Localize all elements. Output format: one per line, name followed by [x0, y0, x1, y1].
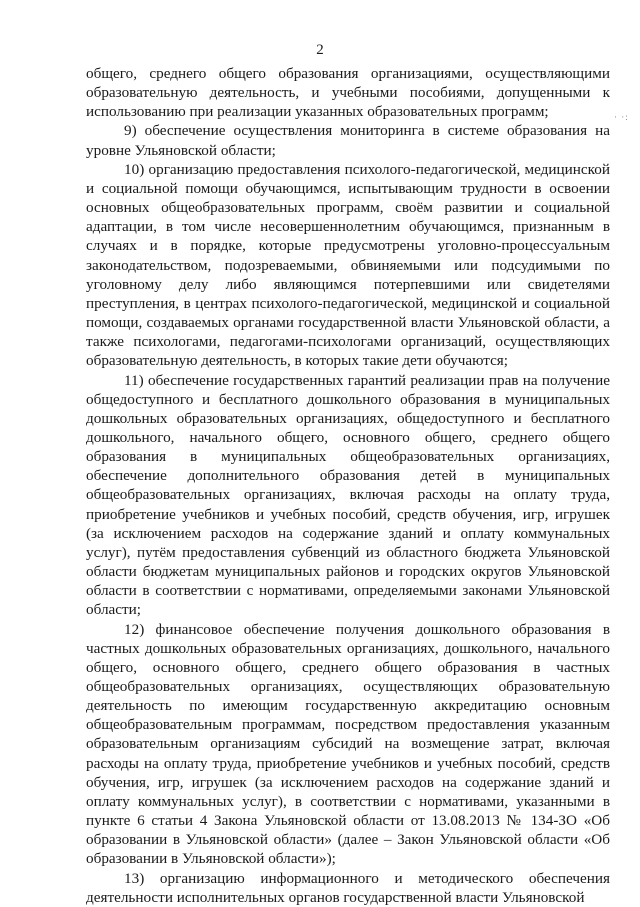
paragraph-continuation: общего, среднего общего образования организациями, осуществляющими образовательную деятельность, и учебными пособиями, допущенными к использованию при реализации указанных образовательных программ;: [86, 65, 610, 121]
document-body: [86, 64, 610, 907]
paragraph-item-13: 13) организацию информационного и методического обеспечения деятельности исполнительных органов государственной власти Ульяновской: [86, 869, 610, 906]
paragraph-item-12: 12) финансовое обеспечение получения дошкольного образования в частных дошкольных образовательных организациях, дошкольного, начального общего, основного общего, среднего общего образования в частных общеобразовательных организациях, осуществляющих образовательную деятельность по имеющим государственную аккредитацию основным общеобразовательным программам, посредством предоставления указанным образовательным организациям субсидий на возмещение затрат, включая расходы на оплату труда, приобретение учебников и учебных пособий, средств обучения, игр, игрушек (за исключением расходов на содержание зданий и оплату коммунальных услуг), в соответствии с нормативами, указанными в пункте 6 статьи 4 Закона Ульяновской области от 13.08.2013 № 134-ЗО «Об образовании в Ульяновской области» (далее – Закон Ульяновской области «Об образовании в Ульяновской области»);: [86, 620, 610, 868]
paragraph-item-9: 9) обеспечение осуществления мониторинга в системе образования на уровне Ульяновской области;: [86, 122, 610, 159]
paragraph-item-10: 10) организацию предоставления психолого-педагогической, медицинской и социальной помощи обучающимся, испытывающим трудности в освоении основных общеобразовательных программ, своём развитии и социальной адаптации, в том числе несовершеннолетним обучающимся, признанным в случаях и в порядке, которые предусмотрены уголовно-процессуальным законодательством, подозреваемыми, обвиняемыми или подсудимыми по уголовному делу либо являющимся потерпевшими или свидетелями преступления, в центрах психолого-педагогической, медицинской и социальной помощи, создаваемых органами государственной власти Ульяновской области, а также психологами, педагогами-психологами организаций, осуществляющих образовательную деятельность, в которых такие дети обучаются;: [86, 160, 610, 370]
paragraph-item-11: 11) обеспечение государственных гарантий реализации прав на получение общедоступного и бесплатного дошкольного образования в муниципальных дошкольных образовательных организациях, общедоступного и бесплатного дошкольного, начального общего, основного общего, среднего общего образования в муниципальных общеобразовательных организациях, обеспечение дополнительного образования детей в муниципальных общеобразовательных организациях, включая расходы на оплату труда, приобретение учебников и учебных пособий, средств обучения, игр, игрушек (за исключением расходов на содержание зданий и оплату коммунальных услуг), путём предоставления субвенций из областного бюджета Ульяновской области бюджетам муниципальных районов и городских округов Ульяновской области в соответствии с нормативами, определяемыми законами Ульяновской области;: [86, 371, 610, 619]
margin-scribble-icon: · ·:: [614, 112, 629, 122]
page-number: 2: [316, 42, 324, 58]
